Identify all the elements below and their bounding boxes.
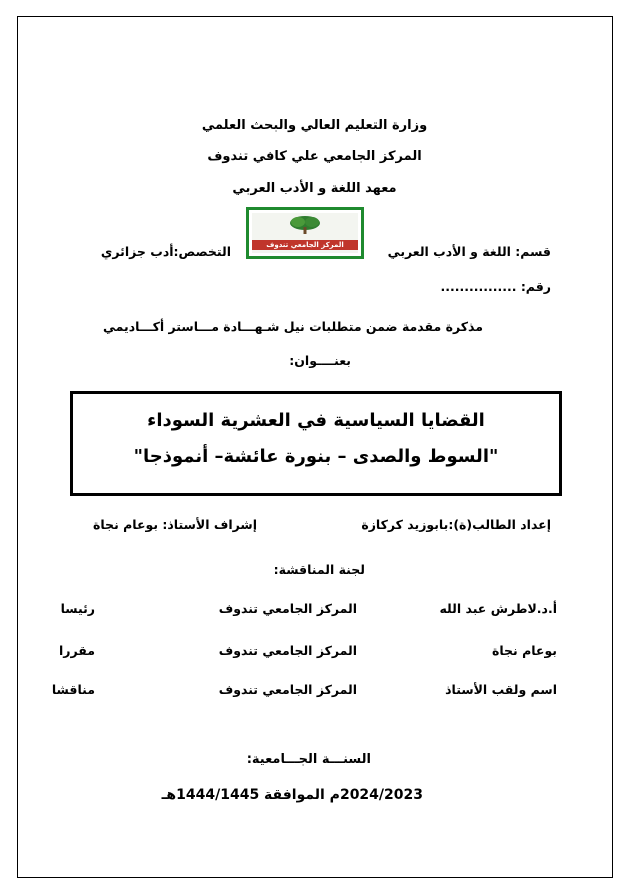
academic-year-value: 2024/2023م الموافقة 1444/1445هـ (161, 787, 423, 803)
member-role: رئيسا (60, 601, 95, 616)
title-label: بعنــــوان: (289, 353, 351, 368)
thesis-title-line2: "السوط والصدى – بنورة عائشة– أنموذجا" (133, 446, 499, 467)
supervisor-line: إشراف الأستاذ: بوعام نجاة (92, 517, 257, 532)
specialty-label: التخصص:أدب جزائري (100, 244, 231, 259)
ministry-line: وزارة التعليم العالي والبحث العلمي (201, 118, 428, 133)
committee-label: لجنة المناقشة: (273, 562, 365, 577)
purpose-line: مذكرة مقدمة ضمن متطلبات نيل شـهـــادة مـــاستر أكـــاديمي (102, 319, 483, 334)
member-role: مقررا (59, 643, 95, 658)
thesis-title-line1: القضايا السياسية في العشرية السوداء (147, 410, 485, 431)
thesis-title-box (70, 391, 562, 496)
member-institution: المركز الجامعي تندوف (218, 601, 357, 616)
member-name: اسم ولقب الأستاذ (445, 682, 557, 697)
member-role: مناقشا (51, 682, 95, 697)
institute-line: معهد اللغة و الأدب العربي (232, 181, 397, 196)
member-name: أ.د.لاطرش عبد الله (439, 601, 557, 616)
logo-caption: المركز الجامعي تندوف (252, 240, 358, 250)
student-line: إعداد الطالب(ة):بابوزيد كركازة (361, 517, 551, 532)
member-name: بوعام نجاة (491, 643, 557, 658)
number-label: رقم: ................ (440, 279, 551, 294)
university-logo (246, 207, 364, 259)
member-institution: المركز الجامعي تندوف (218, 643, 357, 658)
department-label: قسم: اللغة و الأدب العربي (387, 244, 551, 259)
academic-year-label: السنـــة الجـــامعية: (246, 752, 371, 767)
member-institution: المركز الجامعي تندوف (218, 682, 357, 697)
tree-icon (285, 214, 325, 234)
center-line: المركز الجامعي علي كافي تندوف (207, 149, 422, 164)
